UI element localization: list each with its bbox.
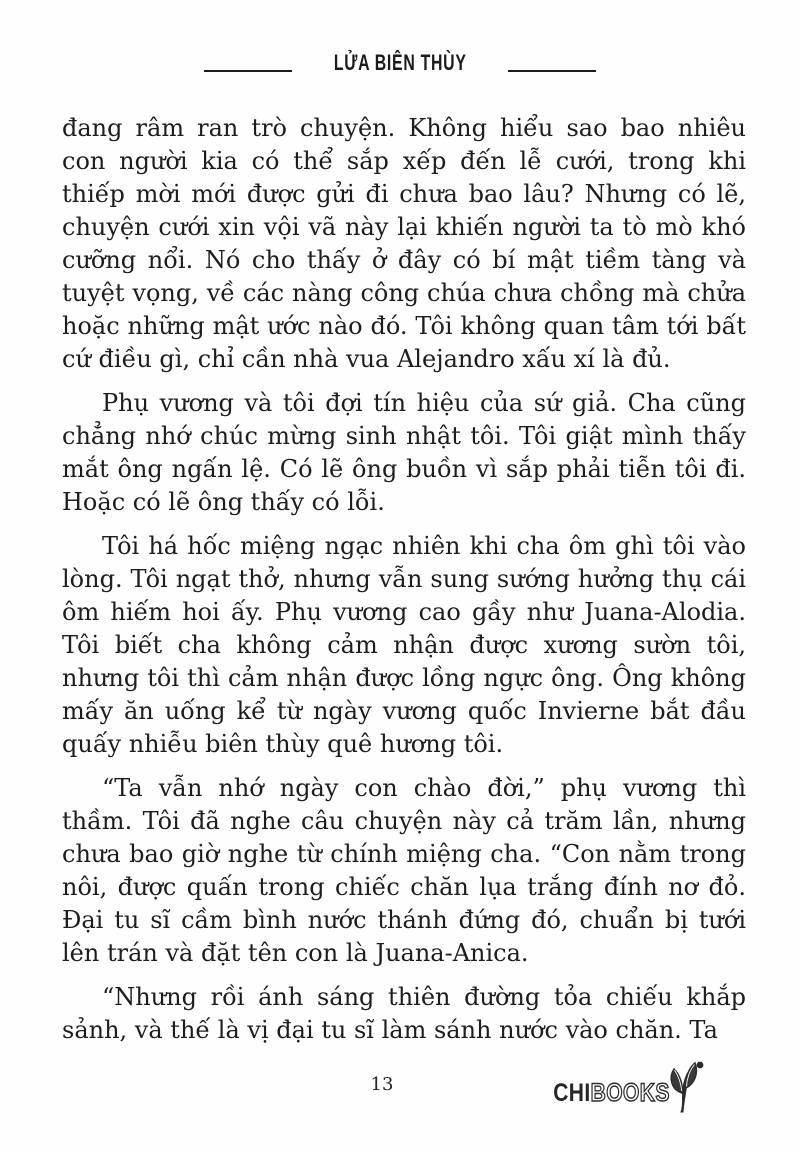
paragraph: Phụ vương và tôi đợi tín hiệu của sứ giả. Cha cũng chẳng nhớ chúc mừng sinh nhật tôi. Tôi giật mình thấy mắt ông ngấn lệ. Có lẽ ông buồn vì sắp phải tiễn tôi đi. Hoặc có lẽ ông thấy có lỗi.: [62, 389, 746, 516]
running-header: [0, 48, 800, 76]
paragraph: “Nhưng rồi ánh sáng thiên đường tỏa chiếu khắp sảnh, và thế là vị đại tu sĩ làm sánh nước vào chăn. Ta: [62, 983, 746, 1044]
publisher-logo-chi: CHI: [553, 1078, 591, 1107]
paragraph: “Ta vẫn nhớ ngày con chào đời,” phụ vương thì thầm. Tôi đã nghe câu chuyện này cả trăm lần, nhưng chưa bao giờ nghe từ chính miệng cha. “Con nằm trong nôi, được quấn trong chiếc chăn lụa trắng đính nơ đỏ. Đại tu sĩ cầm bình nước thánh đứng đó, chuẩn bị tưới lên trán và đặt tên con là Juana-Anica.: [62, 774, 746, 967]
publisher-logo: [531, 1072, 708, 1114]
page-body: [62, 112, 746, 1058]
leaf-sprout-icon: [666, 1060, 708, 1114]
header-rule-left: [204, 70, 292, 72]
publisher-logo-text: [553, 1079, 670, 1108]
paragraph: Tôi há hốc miệng ngạc nhiên khi cha ôm ghì tôi vào lòng. Tôi ngạt thở, nhưng vẫn sung sướng hưởng thụ cái ôm hiếm hoi ấy. Phụ vương cao gầy như Juana-Alodia. Tôi biết cha không cảm nhận được xương sườn tôi, nhưng tôi thì cảm nhận được lồng ngực ông. Ông không mấy ăn uống kể từ ngày vương quốc Invierne bắt đầu quấy nhiễu biên thùy quê hương tôi.: [62, 532, 746, 758]
paragraph: đang râm ran trò chuyện. Không hiểu sao bao nhiêu con người kia có thể sắp xếp đến lễ cưới, trong khi thiếp mời mới được gửi đi chưa bao lâu? Nhưng có lẽ, chuyện cưới xin vội vã này lại khiến người ta tò mò khó cưỡng nổi. Nó cho thấy ở đây có bí mật tiềm tàng và tuyệt vọng, về các nàng công chúa chưa chồng mà chửa hoặc những mật ước nào đó. Tôi không quan tâm tới bất cứ điều gì, chỉ cần nhà vua Alejandro xấu xí là đủ.: [62, 114, 746, 373]
page-header-title: LỬA BIÊN THÙY: [333, 50, 467, 75]
page-footer: [0, 1066, 800, 1126]
publisher-logo-books: BOOKS: [590, 1078, 670, 1107]
page-number: 13: [370, 1074, 394, 1095]
header-rule-right: [508, 70, 596, 72]
